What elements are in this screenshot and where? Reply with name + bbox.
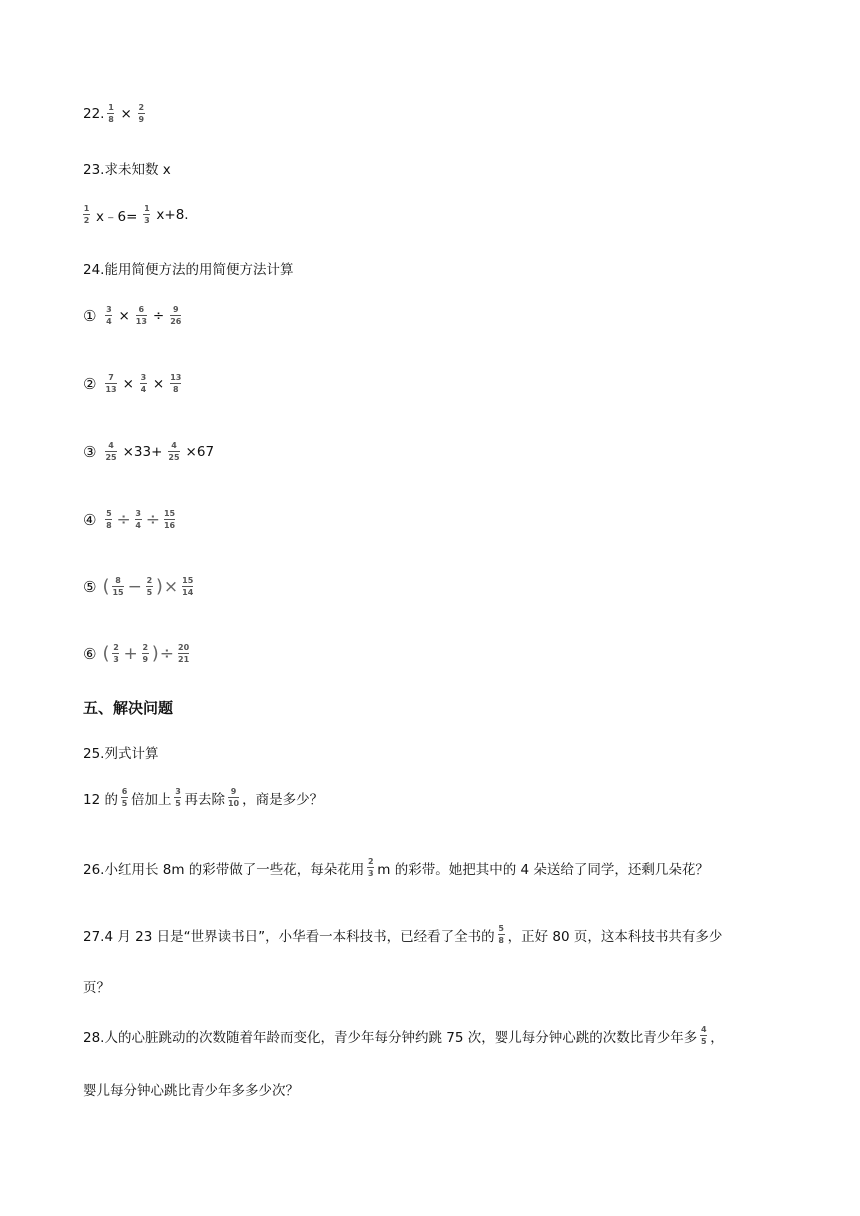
question-23-equation: $\frac{1}{2}$ x﹣6= $\frac{1}{3}$ x+8. — [83, 204, 189, 225]
fraction: $\frac{13}{8}$ — [170, 373, 182, 394]
calc-item-2: ② $\frac{7}{13}$ × $\frac{3}{4}$ × $\frac{13}{8}$ — [83, 373, 182, 394]
fraction: $\frac{4}{25}$ — [168, 441, 180, 462]
calc-item-5: ⑤ ( $\frac{8}{15}$ − $\frac{2}{5}$ ) × $\frac{15}{14}$ — [83, 576, 194, 597]
fraction: $\frac{6}{13}$ — [135, 305, 147, 326]
fraction: $\frac{2}{3}$ — [368, 857, 374, 878]
question-number: 22. — [83, 105, 105, 122]
fraction: $\frac{9}{10}$ — [227, 787, 240, 808]
calc-item-1: ① $\frac{3}{4}$ × $\frac{6}{13}$ ÷ $\frac{9}{26}$ — [83, 305, 182, 326]
fraction: $\frac{4}{25}$ — [105, 441, 117, 462]
fraction: $\frac{5}{8}$ — [498, 924, 504, 945]
fraction: $\frac{3}{4}$ — [135, 509, 141, 530]
fraction: $\frac{15}{16}$ — [163, 509, 176, 530]
question-28: 28.人的心脏跳动的次数随着年龄而变化，青少年每分钟约跳 75 次，婴儿每分钟心跳的次数比青少年多 $\frac{4}{5}$ ， — [83, 1025, 724, 1046]
fraction: $\frac{4}{5}$ — [700, 1025, 707, 1046]
calc-item-3: ③ $\frac{4}{25}$ ×33+ $\frac{4}{25}$ ×67 — [83, 441, 215, 462]
fraction: $\frac{2}{3}$ — [113, 643, 119, 664]
fraction: $\frac{5}{8}$ — [106, 509, 112, 530]
fraction: $\frac{9}{26}$ — [170, 305, 182, 326]
question-27: 27.4 月 23 日是“世界读书日”，小华看一本科技书，已经看了全书的 $\frac{5}{8}$ ，正好 80 页，这本科技书共有多少 — [83, 924, 723, 945]
question-28-line2: 婴儿每分钟心跳比青少年多多少次？ — [83, 1083, 299, 1099]
fraction: $\frac{20}{21}$ — [178, 643, 190, 664]
fraction: $\frac{1}{8}$ — [108, 103, 114, 124]
fraction: $\frac{6}{5}$ — [121, 787, 128, 808]
fraction: $\frac{3}{4}$ — [140, 373, 147, 394]
fraction: $\frac{1}{3}$ — [144, 204, 150, 225]
question-23-title: 23.求未知数 x — [83, 162, 171, 178]
fraction: $\frac{3}{5}$ — [175, 787, 181, 808]
fraction: $\frac{1}{2}$ — [83, 204, 90, 225]
fraction: $\frac{15}{14}$ — [182, 576, 194, 597]
fraction: $\frac{8}{15}$ — [112, 576, 124, 597]
fraction: $\frac{3}{4}$ — [106, 305, 112, 326]
question-24-title: 24.能用简便方法的用简便方法计算 — [83, 262, 294, 278]
fraction: $\frac{7}{13}$ — [105, 373, 117, 394]
question-27-line2: 页？ — [83, 980, 110, 996]
fraction: $\frac{2}{9}$ — [142, 643, 149, 664]
calc-item-4: ④ $\frac{5}{8}$ ÷ $\frac{3}{4}$ ÷ $\frac{15}{16}$ — [83, 509, 176, 530]
question-26: 26.小红用长 8m 的彩带做了一些花，每朵花用 $\frac{2}{3}$ m 的彩带。她把其中的 4 朵送给了同学，还剩几朵花？ — [83, 857, 709, 878]
operator: × — [120, 105, 132, 122]
fraction: $\frac{2}{9}$ — [138, 103, 145, 124]
fraction: $\frac{2}{5}$ — [146, 576, 153, 597]
calc-item-6: ⑥ ( $\frac{2}{3}$ + $\frac{2}{9}$ ) ÷ $\frac{20}{21}$ — [83, 643, 190, 664]
question-25-body: 12 的 $\frac{6}{5}$ 倍加上 $\frac{3}{5}$ 再去除 $\frac{9}{10}$ ，商是多少？ — [83, 787, 324, 808]
question-22 — [83, 103, 148, 124]
section-heading: 五、解决问题 — [83, 699, 174, 717]
question-25-title: 25.列式计算 — [83, 746, 159, 762]
